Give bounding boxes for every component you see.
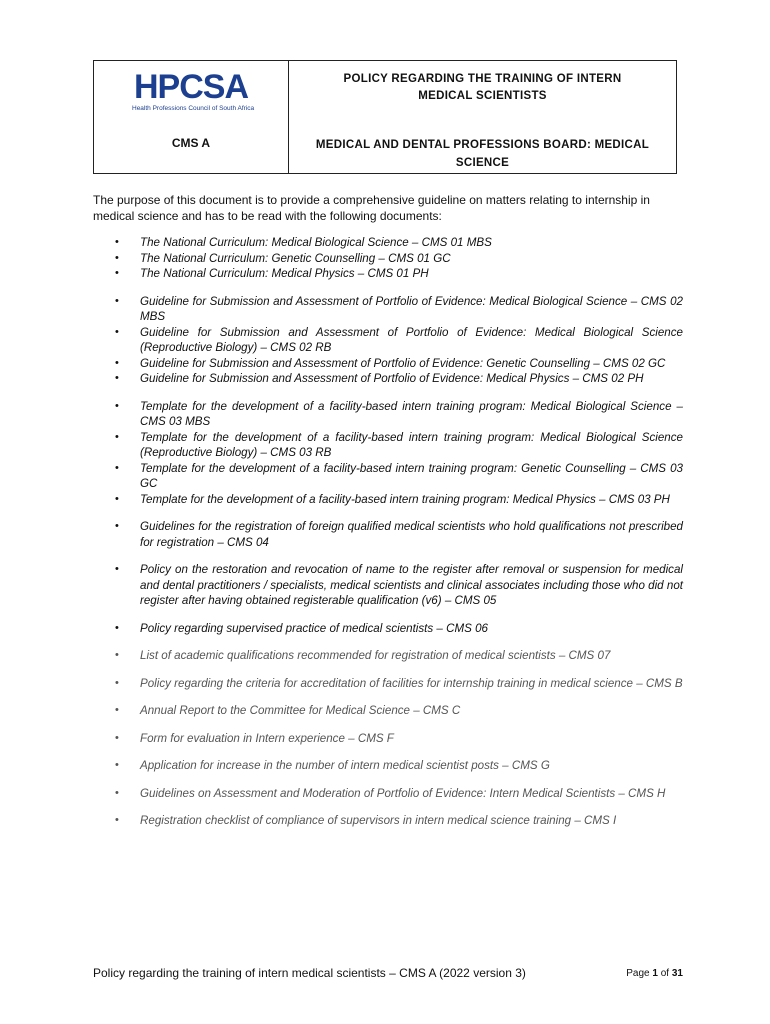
- hpcsa-logo: [132, 68, 255, 112]
- board-title: MEDICAL AND DENTAL PROFESSIONS BOARD: MEDICAL SCIENCE: [315, 139, 650, 169]
- document-list-item: • Guideline for Submission and Assessment of Portfolio of Evidence: Medical Biological Science – CMS 02 MBS: [93, 294, 683, 325]
- header-title-cell: [289, 61, 676, 173]
- intro-paragraph: The purpose of this document is to provide a comprehensive guideline on matters relating to internship in medical science and has to be read with the following documents:: [93, 193, 650, 223]
- document-list-item: • Policy regarding the criteria for accreditation of facilities for internship training in medical science – CMS B: [93, 676, 683, 692]
- page-footer: [93, 966, 683, 980]
- document-list-item: • Form for evaluation in Intern experience – CMS F: [93, 731, 683, 747]
- logo-text: HPCSA: [133, 68, 249, 106]
- document-list-item: • Application for increase in the number of intern medical scientist posts – CMS G: [93, 758, 683, 774]
- logo-subtitle: Health Professions Council of South Africa: [132, 105, 255, 112]
- document-list-item: • Guideline for Submission and Assessment of Portfolio of Evidence: Medical Physics – CMS 02 PH: [93, 371, 683, 387]
- document-list-item: • Guidelines on Assessment and Moderation of Portfolio of Evidence: Intern Medical Scientists – CMS H: [93, 786, 683, 802]
- document-list-item: • The National Curriculum: Medical Physics – CMS 01 PH: [93, 266, 683, 282]
- header-table: [93, 60, 677, 174]
- document-list-item: • The National Curriculum: Genetic Counselling – CMS 01 GC: [93, 251, 683, 267]
- document-list-item: • Template for the development of a facility-based intern training program: Medical Physics – CMS 03 PH: [93, 492, 683, 508]
- document-list-item: • Guideline for Submission and Assessment of Portfolio of Evidence: Medical Biological Science (Reproductive Biology) – CMS 02 RB: [93, 325, 683, 356]
- document-list-item: • Template for the development of a facility-based intern training program: Genetic Counselling – CMS 03 GC: [93, 461, 683, 492]
- footer-title: Policy regarding the training of intern medical scientists – CMS A (2022 version 3): [93, 966, 526, 980]
- document-list-item: • The National Curriculum: Medical Biological Science – CMS 01 MBS: [93, 235, 683, 251]
- document-list-item: • Registration checklist of compliance of supervisors in intern medical science training – CMS I: [93, 813, 683, 829]
- page-current: 1: [652, 968, 658, 979]
- document-list-item: • Policy regarding supervised practice of medical scientists – CMS 06: [93, 621, 683, 637]
- header-logo-cell: [94, 61, 289, 173]
- document-list-item: • Template for the development of a facility-based intern training program: Medical Biological Science – CMS 03 MBS: [93, 399, 683, 430]
- document-code: CMS A: [171, 136, 211, 150]
- document-list-item: • Template for the development of a facility-based intern training program: Medical Biological Science (Reproductive Biology) – CMS 03 RB: [93, 430, 683, 461]
- page-number: [626, 968, 683, 980]
- document-list-item: • Policy on the restoration and revocation of name to the register after removal or suspension for medical and dental practitioners / specialists, medical scientists and clinical associates including those who did not register after having obtained registerable qualification (v6) – CMS 05: [93, 562, 683, 609]
- document-list-item: • Annual Report to the Committee for Medical Science – CMS C: [93, 703, 683, 719]
- page-label: Page: [626, 968, 650, 979]
- policy-title: POLICY REGARDING THE TRAINING OF INTERN MEDICAL SCIENTISTS: [343, 73, 622, 102]
- document-list-item: • Guideline for Submission and Assessment of Portfolio of Evidence: Genetic Counselling – CMS 02 GC: [93, 356, 683, 372]
- document-list-item: • Guidelines for the registration of foreign qualified medical scientists who hold qualifications not prescribed for registration – CMS 04: [93, 519, 683, 550]
- page-of: of: [660, 968, 670, 979]
- document-list-item: • List of academic qualifications recommended for registration of medical scientists – CMS 07: [93, 648, 683, 664]
- page-total: 31: [671, 968, 683, 979]
- related-documents-list: [93, 235, 683, 829]
